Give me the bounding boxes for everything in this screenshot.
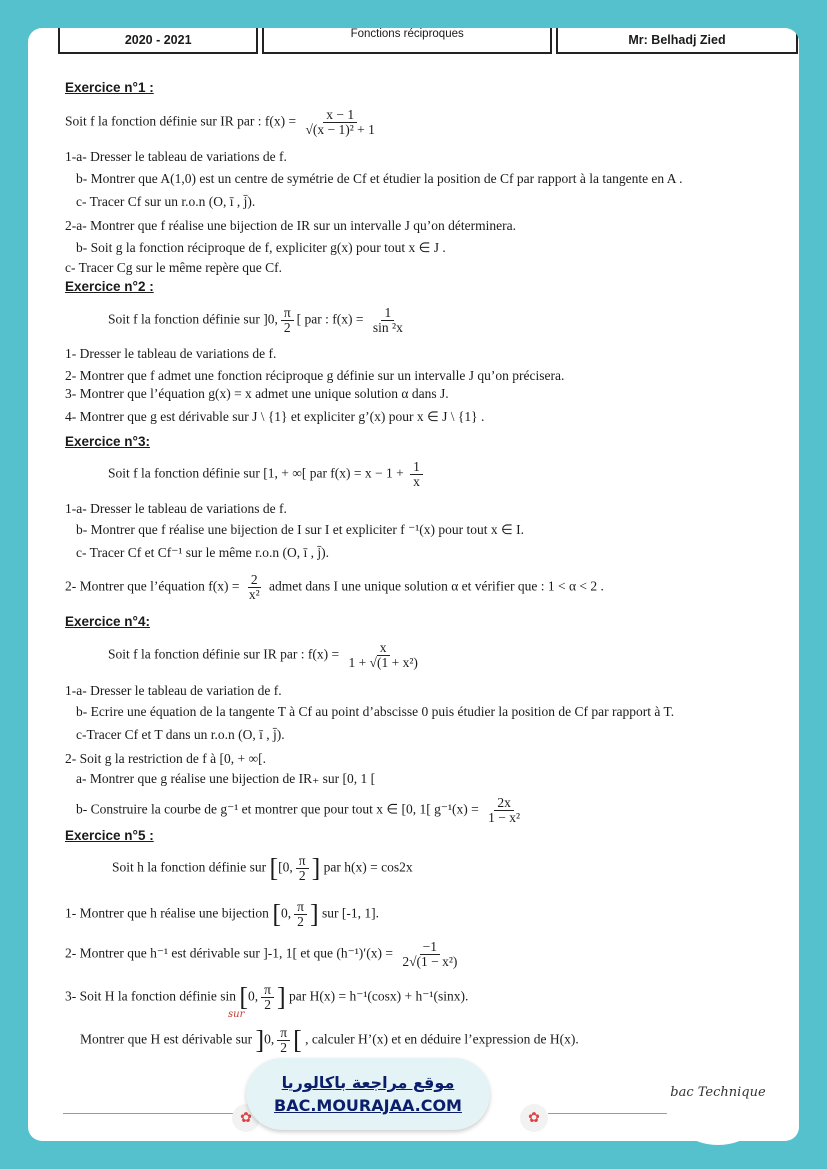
header-subject: Fonctions réciproques [262,28,552,54]
bac-technique-stamp: bac Technique [662,1039,774,1145]
site-banner[interactable] [246,1058,490,1130]
ex5-q2: 2- Montrer que h⁻¹ est dérivable sur ]-1, 1[ et que (h⁻¹)′(x) = $\frac{-1}{\text{2√(1 − x²)}}$ [65,939,458,969]
footer-divider-left [63,1113,233,1114]
document-page [28,28,799,1141]
ex4-q1a: 1-a- Dresser le tableau de variation de f. [65,683,282,698]
ex3-q1a: 1-a- Dresser le tableau de variations de f. [65,501,287,516]
exercise-4-title: Exercice n°4: [65,614,150,629]
exercise-3-intro: Soit f la fonction définie sur [1, + ∞[ par f(x) = x − 1 + $\frac{1}{x}$ [108,460,426,489]
exercise-5-title: Exercice n°5 : [65,828,154,843]
ex5-q3: 3- Soit H la fonction définie sin [0, $\frac{\pi}{2}$ ] par H(x) = h⁻¹(cosx) + h⁻¹(sinx). [65,982,469,1012]
exercise-3-title: Exercice n°3: [65,434,150,449]
exercise-2-intro: Soit f la fonction définie sur ]0, $\frac{\pi}{2}$ [ par : f(x) = $\frac{1}{\text{sin ²x}}$ [108,305,403,335]
site-name-arabic: موقع مراجعة باكالوريا [281,1073,455,1092]
ex3-q2: 2- Montrer que l’équation f(x) = $\frac{2}{\text{x²}}$ admet dans I une unique solution α et vérifier que : 1 < α < 2 . [65,572,604,602]
header-year: 2020 - 2021 [58,28,258,54]
exercise-1-intro: Soit f la fonction définie sur IR par : f(x) = $\frac{x - 1}{\text{√(x − 1)² + 1}}$ [65,108,381,137]
ex4-q1b: b- Ecrire une équation de la tangente T à Cf au point d’abscisse 0 puis étudier la position de Cf par rapport à T. [76,704,675,719]
ex1-q1c: c- Tracer Cf sur un r.o.n (O, ī , j̄). [76,194,256,209]
ex1-q2a: 2-a- Montrer que f réalise une bijection de IR sur un intervalle J qu’on déterminera. [65,218,516,233]
ex5-q1: 1- Montrer que h réalise une bijection [0, $\frac{\pi}{2}$ ] sur [-1, 1]. [65,899,379,929]
header [58,28,798,54]
ex3-q1b: b- Montrer que f réalise une bijection de I sur I et expliciter f ⁻¹(x) pour tout x ∈ I. [76,522,525,537]
ex3-q1c: c- Tracer Cf et Cf⁻¹ sur le même r.o.n (O, ī , j̄). [76,545,329,560]
handwritten-note: sur [228,1009,245,1020]
exercise-1-title: Exercice n°1 : [65,80,154,95]
ex1-q2b: b- Soit g la fonction réciproque de f, expliciter g(x) pour tout x ∈ J . [76,240,446,255]
site-logo-icon: ✿ [232,1104,260,1132]
exercise-4-intro: Soit f la fonction définie sur IR par : f(x) = $\frac{x}{\text{1 + √(1 + x²)}}$ [108,640,418,670]
ex2-q1: 1- Dresser le tableau de variations de f. [65,346,277,361]
ex2-q3: 3- Montrer que l’équation g(x) = x admet une unique solution α dans J. [65,386,449,401]
ex1-q2c: c- Tracer Cg sur le même repère que Cf. [65,260,283,275]
header-teacher: Mr: Belhadj Zied [556,28,798,54]
ex4-q2: 2- Soit g la restriction de f à [0, + ∞[. [65,751,266,766]
exercise-2-title: Exercice n°2 : [65,279,154,294]
ex4-q1c: c-Tracer Cf et T dans un r.o.n (O, ī , j̄). [76,727,285,742]
exercise-5-intro: Soit h la fonction définie sur [[0, $\frac{\pi}{2}$ ] par h(x) = cos2x [112,853,413,883]
site-logo-icon: ✿ [520,1104,548,1132]
footer-divider-right [548,1113,678,1114]
ex1-q1b: b- Montrer que A(1,0) est un centre de symétrie de Cf et étudier la position de Cf par rapport à la tangente en A . [76,171,683,186]
ex5-q3c: Montrer que H est dérivable sur ]0, $\frac{\pi}{2}$ [ , calculer H’(x) et en déduire l’expression de H(x). [80,1025,579,1055]
ex4-q2a: a- Montrer que g réalise une bijection de IR₊ sur [0, 1 [ [76,771,376,786]
ex4-q2b: b- Construire la courbe de g⁻¹ et montrer que pour tout x ∈ [0, 1[ g⁻¹(x) = $\frac{2x}{\text{1 − x²}}$ [76,795,521,825]
fraction: $\frac{x - 1}{\text{√(x − 1)² + 1}}$ [305,107,375,137]
ex1-q1a: 1-a- Dresser le tableau de variations de f. [65,149,287,164]
ex2-q2: 2- Montrer que f admet une fonction réciproque g définie sur un intervalle J qu’on précisera. [65,368,565,383]
ex2-q4: 4- Montrer que g est dérivable sur J \ {1} et expliciter g’(x) pour x ∈ J \ {1} . [65,409,485,424]
site-url-link[interactable]: BAC.MOURAJAA.COM [274,1096,462,1115]
